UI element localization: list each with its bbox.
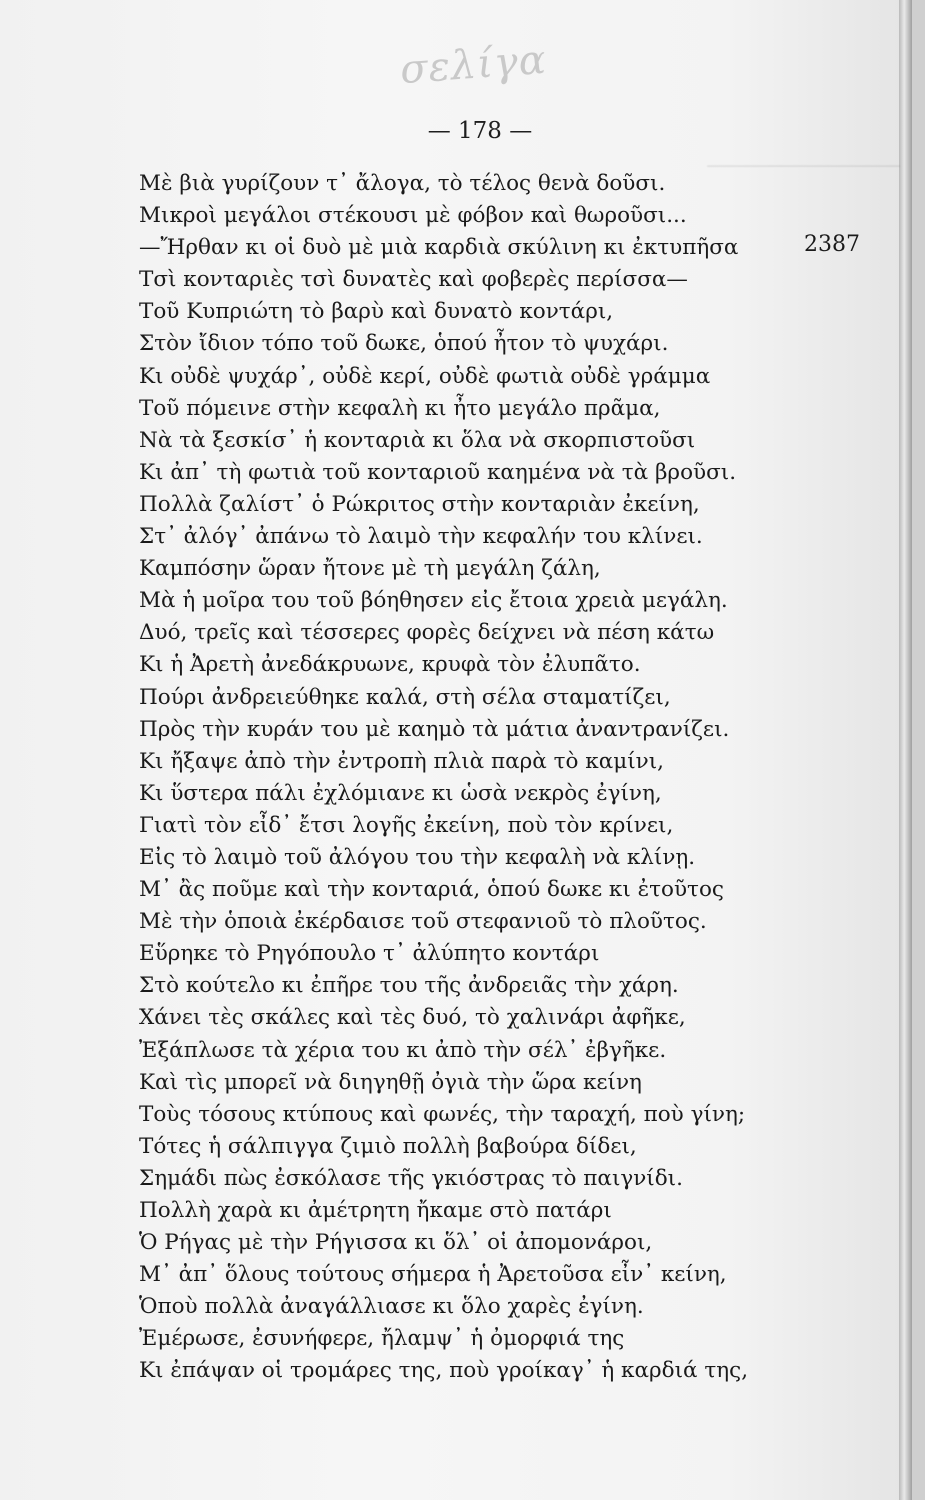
line-number: 2387 <box>804 232 860 257</box>
verse-line: Κι ἐπάψαν οἱ τρομάρες της, ποὺ γροίκαγ᾽ ἡ καρδιά της, <box>139 1358 749 1384</box>
verse-line: Καὶ τὶς μπορεῖ νὰ διηγηθῇ ὀγιὰ τὴν ὥρα κείνη <box>139 1069 642 1095</box>
verse-line: Εἰς τὸ λαιμὸ τοῦ ἀλόγου του τὴν κεφαλὴ νὰ κλίνῃ. <box>139 844 696 870</box>
handwritten-note: σελίγα <box>398 36 549 94</box>
verse-line: Μ᾽ ἀπ᾽ ὅλους τούτους σήμερα ἡ Ἀρετοῦσα εἶν᾽ κείνη, <box>139 1262 727 1288</box>
verse-line: Τοῦ Κυπριώτη τὸ βαρὺ καὶ δυνατὸ κοντάρι, <box>139 299 614 325</box>
verse-line: Νὰ τὰ ξεσκίσ᾽ ἡ κονταριὰ κι ὅλα νὰ σκορπιστοῦσι <box>139 427 696 453</box>
verse-line: Μὲ τὴν ὁποιὰ ἐκέρδαισε τοῦ στεφανιοῦ τὸ πλοῦτος. <box>139 909 707 935</box>
verse-line: Σημάδι πὼς ἐσκόλασε τῆς γκιόστρας τὸ παιγνίδι. <box>139 1165 683 1191</box>
verse-line: Κι ἀπ᾽ τὴ φωτιὰ τοῦ κονταριοῦ καημένα νὰ τὰ βροῦσι. <box>139 459 737 485</box>
verse-line: Χάνει τὲς σκάλες καὶ τὲς δυό, τὸ χαλινάρι ἀφῆκε, <box>139 1005 686 1031</box>
page-number: — 178 — <box>427 118 533 144</box>
verse-line: —Ἤρθαν κι οἱ δυὸ μὲ μιὰ καρδιὰ σκύλινη κι ἐκτυπῆσα <box>139 235 739 261</box>
page-edge <box>899 0 912 1500</box>
verse-line: Ὁ Ρήγας μὲ τὴν Ρήγισσα κι ὅλ᾽ οἱ ἀπομονάροι, <box>139 1230 653 1256</box>
verse-line: Κι οὐδὲ ψυχάρ᾽, οὐδὲ κερί, οὐδὲ φωτιὰ οὐδὲ γράμμα <box>139 363 711 389</box>
verse-line: Στὸν ἴδιον τόπο τοῦ δωκε, ὁπού ἦτον τὸ ψυχάρι. <box>139 331 669 357</box>
verse-line: Ἐξάπλωσε τὰ χέρια του κι ἀπὸ τὴν σέλ᾽ ἐβγῆκε. <box>139 1037 667 1063</box>
verse-line: Στ᾽ ἀλόγ᾽ ἀπάνω τὸ λαιμὸ τὴν κεφαλήν του κλίνει. <box>139 524 703 550</box>
verse-list <box>139 168 839 1388</box>
verse-line: Καμπόσην ὥραν ἤτονε μὲ τὴ μεγάλη ζάλη, <box>139 556 601 582</box>
verse-line: Στὸ κούτελο κι ἐπῆρε του τῆς ἀνδρειᾶς τὴν χάρη. <box>139 973 679 999</box>
verse-line: Ἐμέρωσε, ἐσυνήφερε, ἤλαμψ᾽ ἡ ὀμορφιά της <box>139 1326 625 1352</box>
verse-line: Μὲ βιὰ γυρίζουν τ᾽ ἄλογα, τὸ τέλος θενὰ δοῦσι. <box>139 171 666 196</box>
verse-line: Μικροὶ μεγάλοι στέκουσι μὲ φόβον καὶ θωροῦσι... <box>139 203 687 229</box>
verse-line: Τσὶ κονταριὲς τσὶ δυνατὲς καὶ φοβερὲς περίσσα— <box>139 267 688 293</box>
verse-line: Κι ἤξαψε ἀπὸ τὴν ἐντροπὴ πλιὰ παρὰ τὸ καμίνι, <box>139 748 664 774</box>
verse-line: Τότες ἡ σάλπιγγα ζιμιὸ πολλὴ βαβούρα δίδει, <box>139 1133 637 1159</box>
verse-line: Πολλὰ ζαλίστ᾽ ὁ Ρώκριτος στὴν κονταριὰν ἐκείνη, <box>139 491 700 517</box>
verse-line: Μὰ ἡ μοῖρα του τοῦ βόηθησεν εἰς ἔτοια χρειὰ μεγάλη. <box>139 588 728 614</box>
verse-line: Πολλὴ χαρὰ κι ἀμέτρητη ἤκαμε στὸ πατάρι <box>139 1198 612 1223</box>
verse-line: Πρὸς τὴν κυράν του μὲ καημὸ τὰ μάτια ἀναντρανίζει. <box>139 716 730 742</box>
verse-line: Μ᾽ ἂς ποῦμε καὶ τὴν κονταριά, ὁπού δωκε κι ἐτοῦτος <box>139 877 724 903</box>
verse-line: Κι ἡ Ἀρετὴ ἀνεδάκρυωνε, κρυφὰ τὸν ἐλυπᾶτο. <box>139 652 641 678</box>
verse-line: Τοῦ πόμεινε στὴν κεφαλὴ κι ἦτο μεγάλο πρᾶμα, <box>139 395 661 421</box>
verse-line: Εὕρηκε τὸ Ρηγόπουλο τ᾽ ἀλύπητο κοντάρι <box>139 941 600 967</box>
verse-line: Ὁποὺ πολλὰ ἀναγάλλιασε κι ὅλο χαρὲς ἐγίνη. <box>139 1294 644 1320</box>
verse-line: Γιατὶ τὸν εἶδ᾽ ἔτσι λογῆς ἐκείνη, ποὺ τὸν κρίνει, <box>139 812 674 838</box>
verse-line: Δυό, τρεῖς καὶ τέσσερες φορὲς δείχνει νὰ πέση κάτω <box>139 620 715 646</box>
verse-line: Τοὺς τόσους κτύπους καὶ φωνές, τὴν ταραχή, ποὺ γίνη; <box>139 1101 746 1127</box>
show-through-text: ──────────────── <box>707 154 900 178</box>
verse-line: Κι ὕστερα πάλι ἐχλόμιανε κι ὡσὰ νεκρὸς ἐγίνη, <box>139 780 662 806</box>
verse-line: Πούρι ἀνδρειεύθηκε καλά, στὴ σέλα σταματίζει, <box>139 684 671 710</box>
